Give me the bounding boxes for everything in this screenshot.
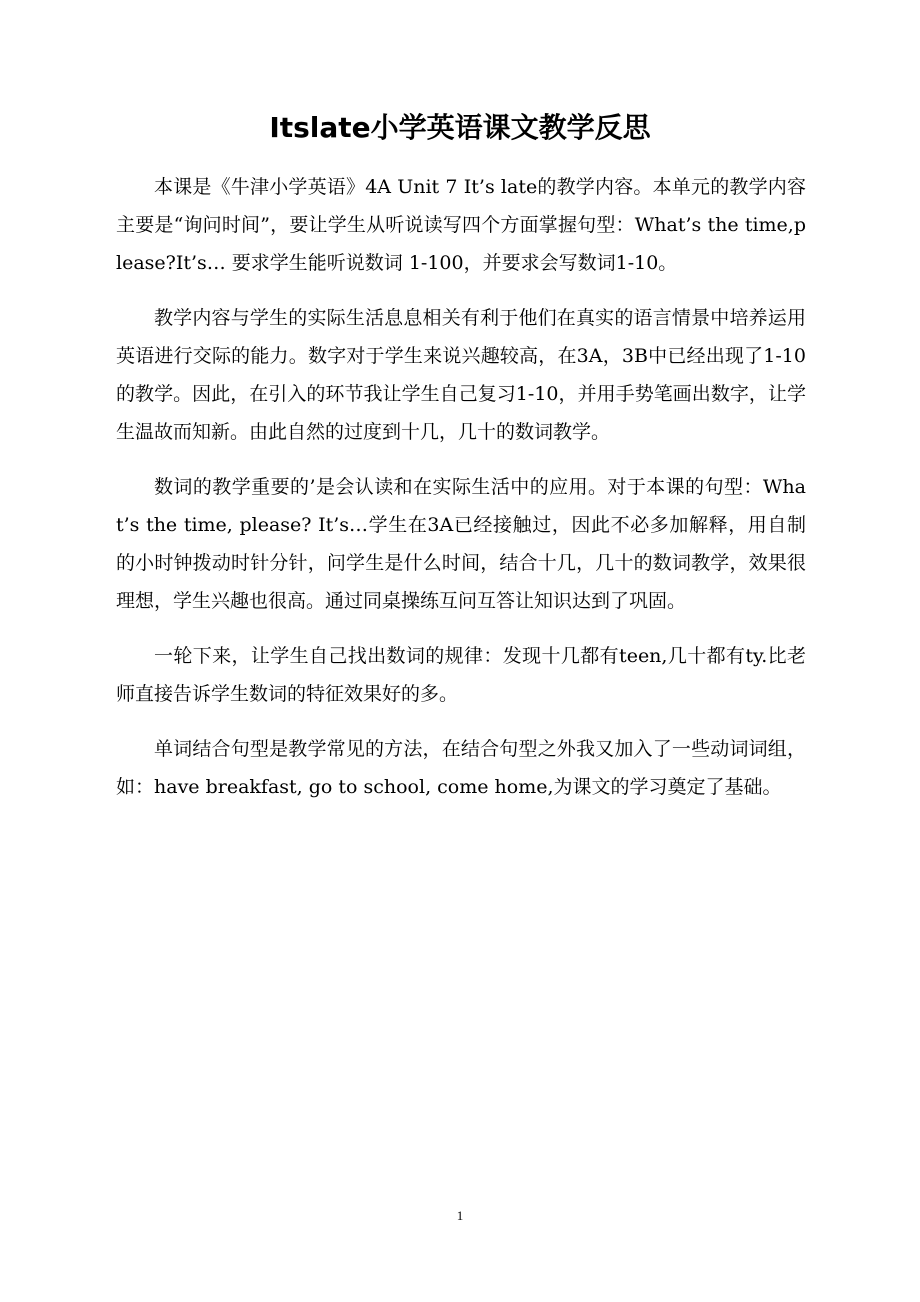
paragraph-2: 教学内容与学生的实际生活息息相关有利于他们在真实的语言情景中培养运用英语进行交际的能力。数字对于学生来说兴趣较高，在3A，3B中已经出现了1-10的教学。因此，在引入的环节我让学生自己复习1-10，并用手势笔画出数字，让学生温故而知新。由此自然的过度到十几，几十的数词教学。: [116, 307, 806, 443]
paragraph-5: 单词结合句型是教学常见的方法，在结合句型之外我又加入了一些动词词组，如：have breakfast, go to school, come home,为课文的学习奠定了基础。: [116, 738, 806, 798]
paragraph-1: 本课是《牛津小学英语》4A Unit 7 It’s late的教学内容。本单元的教学内容主要是“询问时间”，要让学生从听说读写四个方面掌握句型：What’s the time,please?It’s… 要求学生能听说数词 1-100，并要求会写数词1-10。: [116, 176, 806, 274]
document-title: Itslate小学英语课文教学反思: [269, 111, 651, 144]
page-number: 1: [456, 1208, 464, 1223]
paragraph-3: 数词的教学重要的’是会认读和在实际生活中的应用。对于本课的句型：What’s the time, please? It’s…学生在3A已经接触过，因此不必多加解释，用自制的小时钟拨动时针分针，问学生是什么时间，结合十几，几十的数词教学，效果很理想，学生兴趣也很高。通过同桌操练互问互答让知识达到了巩固。: [116, 476, 806, 612]
document-body: [116, 168, 806, 823]
paragraph-4: 一轮下来，让学生自己找出数词的规律：发现十几都有teen,几十都有ty.比老师直接告诉学生数词的特征效果好的多。: [116, 645, 806, 705]
